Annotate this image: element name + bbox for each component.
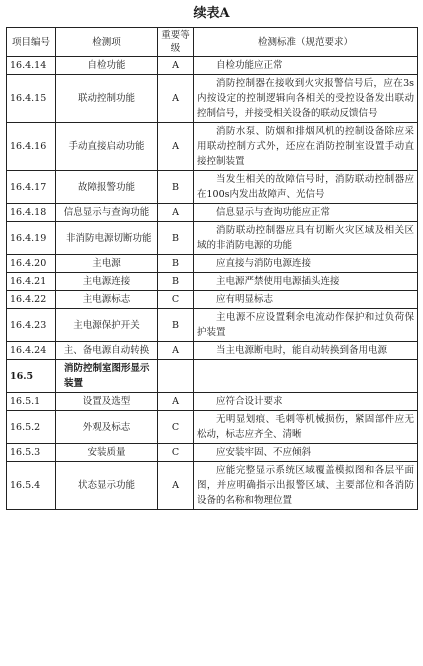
item-standard: 应安装牢固、不应倾斜 [194, 444, 418, 462]
item-name: 手动直接启动功能 [56, 123, 158, 171]
table-row [7, 444, 418, 462]
item-level: A [158, 342, 194, 360]
item-name: 设置及选型 [56, 393, 158, 411]
table-row [7, 57, 418, 75]
table-row [7, 342, 418, 360]
item-code: 16.5.1 [7, 393, 56, 411]
item-name: 联动控制功能 [56, 75, 158, 123]
item-standard: 应有明显标志 [194, 291, 418, 309]
item-standard: 当主电源断电时，能自动转换到备用电源 [194, 342, 418, 360]
table-row [7, 291, 418, 309]
item-level: A [158, 462, 194, 510]
item-level: A [158, 393, 194, 411]
item-code: 16.5.3 [7, 444, 56, 462]
table-row [7, 411, 418, 444]
item-name: 外观及标志 [56, 411, 158, 444]
section-row [7, 360, 418, 393]
table-row [7, 273, 418, 291]
item-code: 16.4.16 [7, 123, 56, 171]
table-row [7, 204, 418, 222]
item-code: 16.4.24 [7, 342, 56, 360]
item-standard [194, 360, 418, 393]
item-code: 16.5.4 [7, 462, 56, 510]
item-level: A [158, 123, 194, 171]
item-name: 自检功能 [56, 57, 158, 75]
table-row [7, 462, 418, 510]
item-code: 16.4.14 [7, 57, 56, 75]
item-name: 主、备电源自动转换 [56, 342, 158, 360]
header-standard: 检测标准（规范要求） [194, 28, 418, 57]
item-code: 16.5.2 [7, 411, 56, 444]
item-standard: 主电源不应设置剩余电流动作保护和过负荷保护装置 [194, 309, 418, 342]
item-standard: 主电源严禁使用电源插头连接 [194, 273, 418, 291]
item-standard: 无明显划痕、毛刺等机械损伤，紧固部件应无松动，标志应齐全、清晰 [194, 411, 418, 444]
table-row [7, 255, 418, 273]
header-code: 项目编号 [7, 28, 56, 57]
item-code: 16.4.18 [7, 204, 56, 222]
item-name: 非消防电源切断功能 [56, 222, 158, 255]
table-row [7, 309, 418, 342]
item-standard: 自检功能应正常 [194, 57, 418, 75]
item-level: B [158, 309, 194, 342]
table-row [7, 393, 418, 411]
item-standard: 应符合设计要求 [194, 393, 418, 411]
item-level [158, 360, 194, 393]
item-standard: 当发生相关的故障信号时，消防联动控制器应在100s内发出故障声、光信号 [194, 171, 418, 204]
item-code: 16.4.17 [7, 171, 56, 204]
item-name: 安装质量 [56, 444, 158, 462]
section-title: 消防控制室图形显示装置 [56, 360, 158, 393]
item-code: 16.4.20 [7, 255, 56, 273]
item-level: B [158, 273, 194, 291]
table-row [7, 75, 418, 123]
item-level: C [158, 444, 194, 462]
item-level: A [158, 204, 194, 222]
item-level: C [158, 411, 194, 444]
item-standard: 消防联动控制器应具有切断火灾区域及相关区域的非消防电源的功能 [194, 222, 418, 255]
table-row [7, 123, 418, 171]
table-caption: 续表A [193, 6, 230, 21]
item-level: B [158, 255, 194, 273]
item-name: 故障报警功能 [56, 171, 158, 204]
item-level: A [158, 75, 194, 123]
item-name: 信息显示与查询功能 [56, 204, 158, 222]
item-name: 主电源保护开关 [56, 309, 158, 342]
item-level: B [158, 222, 194, 255]
item-code: 16.4.15 [7, 75, 56, 123]
item-name: 主电源标志 [56, 291, 158, 309]
item-level: B [158, 171, 194, 204]
item-name: 主电源 [56, 255, 158, 273]
item-level: A [158, 57, 194, 75]
table-row [7, 171, 418, 204]
inspection-standards-table [6, 27, 418, 510]
item-standard: 信息显示与查询功能应正常 [194, 204, 418, 222]
header-item: 检测项 [56, 28, 158, 57]
item-standard: 应能完整显示系统区域覆盖模拟图和各层平面图，并应明确指示出报警区域、主要部位和各消防设备的名称和物理位置 [194, 462, 418, 510]
header-level: 重要等级 [158, 28, 194, 57]
section-code: 16.5 [7, 360, 56, 393]
item-code: 16.4.22 [7, 291, 56, 309]
item-code: 16.4.19 [7, 222, 56, 255]
item-level: C [158, 291, 194, 309]
item-standard: 消防控制器在接收到火灾报警信号后，应在3s内按设定的控制逻辑向各相关的受控设备发出联动控制信号，并接受相关设备的联动反馈信号 [194, 75, 418, 123]
item-name: 状态显示功能 [56, 462, 158, 510]
item-name: 主电源连接 [56, 273, 158, 291]
item-code: 16.4.23 [7, 309, 56, 342]
table-row [7, 222, 418, 255]
item-standard: 消防水泵、防烟和排烟风机的控制设备除应采用联动控制方式外，还应在消防控制室设置手动直接控制装置 [194, 123, 418, 171]
table-header-row [7, 28, 418, 57]
item-standard: 应直接与消防电源连接 [194, 255, 418, 273]
item-code: 16.4.21 [7, 273, 56, 291]
